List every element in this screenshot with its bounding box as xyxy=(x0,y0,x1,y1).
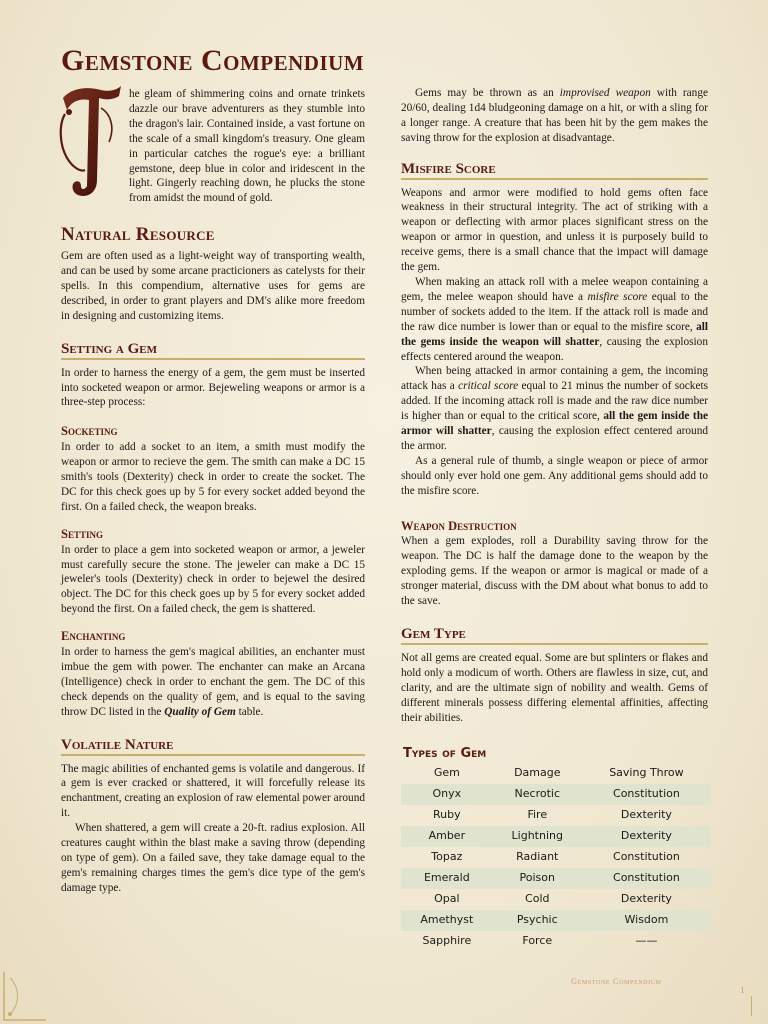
intro-paragraph: he gleam of shimmering coins and ornate trinkets dazzle our brave adventurers as they stumble into the dragon's lair. Contained inside, a vast fortune on the scale of a small kingdom's treasury. One gleam in particular catches the rogue's eye: a brilliant gemstone, deep blue in color and iridescent in the light. Gingerly reaching down, he plucks the stone from amidst the mound of gold. xyxy=(129,88,365,205)
table-cell: Amethyst xyxy=(401,910,493,931)
natural-resource-heading: Natural Resource xyxy=(61,224,215,246)
footer-divider xyxy=(751,996,752,1016)
table-row xyxy=(401,889,711,910)
table-cell: Amber xyxy=(401,826,493,847)
types-of-gem-table-title: Types of Gem xyxy=(403,746,487,762)
table-row xyxy=(401,826,711,847)
table-header: Gem xyxy=(433,766,460,780)
weapon-destruction-text: When a gem explodes, roll a Durability saving throw for the weapon. The DC is half the damage done to the weapon by the exploding gems. If the weapon or armor is magical or made of a stronger material, discuss with the DM about what bonus to add to the save. xyxy=(401,535,708,608)
misfire-p3: When being attacked in armor containing a gem, the incoming attack has a critical score equal to 21 minus the number of sockets added. If the incoming attack roll is made and the raw dice number is higher than or equal to the critical score, all the gem inside the armor will shatter, causing the explosion effect centered around the armor. xyxy=(401,365,709,452)
table-cell: Constitution xyxy=(582,868,711,889)
table-cell: Wisdom xyxy=(582,910,711,931)
page-number: 1 xyxy=(740,985,745,995)
table-row xyxy=(401,784,711,805)
enchanting-text: In order to harness the gem's magical abilities, an enchanter must imbue the gem with power. The enchanter can make an Arcana (Intelligence) check in order to enchant the gem. The DC of this check depends on the quality of gem, and is equal to the saving throw DC listed in the Quality of Gem table. xyxy=(61,646,365,718)
table-cell: Poison xyxy=(493,868,582,889)
table-cell: Dexterity xyxy=(620,891,672,905)
table-header-row xyxy=(401,764,711,784)
gem-type-text: Not all gems are created equal. Some are but splinters or flakes and hold only a modicum of worth. Others are flawless in size, cut, and clarity, and are the ultimate sign of nobility and wealth. Gems of different minerals possess differing elemental affinities, affecting their abilities. xyxy=(401,651,708,724)
misfire-p1: Weapons and armor were modified to hold gems often face weakness in their structural integrity. The act of striking with a weapon or deflecting with armor places significant stress on the weapon or armor in question, and unless it is purposely build to receive gems, there is a small chance that the impact will damage the gem. xyxy=(401,186,708,274)
table-row xyxy=(401,931,711,952)
table-cell: Necrotic xyxy=(493,784,582,805)
table-cell: Dexterity xyxy=(620,808,672,822)
table-cell: Dexterity xyxy=(582,826,711,847)
table-header: Damage xyxy=(514,766,561,780)
table-cell: Opal xyxy=(434,891,460,905)
setting-a-gem-heading: Setting a Gem xyxy=(61,342,365,360)
table-cell: —— xyxy=(635,933,658,947)
table-row xyxy=(401,847,711,868)
types-of-gem-table xyxy=(401,764,711,951)
quality-of-gem-reference: Quality of Gem xyxy=(164,705,236,718)
table-cell: Cold xyxy=(525,891,550,905)
table-cell: Constitution xyxy=(582,784,711,805)
table-row xyxy=(401,910,711,931)
weapon-destruction-heading: Weapon Destruction xyxy=(401,518,517,533)
left-column xyxy=(61,86,365,896)
table-row xyxy=(401,868,711,889)
socketing-heading: Socketing xyxy=(61,424,118,439)
setting-a-gem-text: In order to harness the energy of a gem, the gem must be inserted into socketed weapon or armor. Bejeweling weapons or armor is a three-step process: xyxy=(61,366,365,409)
gem-type-heading: Gem Type xyxy=(401,627,708,645)
dropcap-letter-t-icon xyxy=(57,84,123,200)
table-cell: Onyx xyxy=(401,784,493,805)
volatile-nature-p2: When shattered, a gem will create a 20-ft. radius explosion. All creatures caught within the blast make a saving throw (depending on type of gem). On a failed save, they take damage equal to the gem's remaining charges times the gem's dice type of the gem's damage type. xyxy=(61,822,365,894)
page-title: Gemstone Compendium xyxy=(61,44,365,77)
table-cell: Fire xyxy=(527,808,548,822)
table-row xyxy=(401,805,711,826)
table-cell: Constitution xyxy=(613,849,680,863)
enchanting-heading: Enchanting xyxy=(61,629,126,644)
misfire-score-heading: Misfire Score xyxy=(401,162,708,180)
table-header: Saving Throw xyxy=(609,766,684,780)
corner-ornament-icon xyxy=(0,968,50,1024)
table-cell: Psychic xyxy=(493,910,582,931)
volatile-nature-p1: The magic abilities of enchanted gems is volatile and dangerous. If a gem is ever cracked or shattered, it will forcefully release its enchantment, creating an explosion of raw elemental power around it. xyxy=(61,762,365,820)
volatile-nature-heading: Volatile Nature xyxy=(61,738,365,756)
natural-resource-text: Gem are often used as a light-weight way of transporting wealth, and can be used by some arcane practicioners as catelysts for their spells. In this compendium, alternative uses for gems are described, in order to grant players and DM's alike more freedom in designing and customizing items. xyxy=(61,250,365,322)
table-cell: Force xyxy=(522,933,553,947)
socketing-text: In order to add a socket to an item, a smith must modify the weapon or armor to recieve the gem. The smith can make a DC 15 smith's tools (Dexterity) check in order to create the socket. The DC for this check goes up by 5 for every socket added beyond the first. On a failed check, the weapon breaks. xyxy=(61,441,365,513)
misfire-p2: When making an attack roll with a melee weapon containing a gem, the melee weapon should have a misfire score equal to the number of sockets added to the item. If the attack roll is made and the raw dice number is lower than or equal to the misfire score, all the gems inside the weapon will shatter, causing the explosion effects centered around the weapon. xyxy=(401,275,708,363)
table-cell: Ruby xyxy=(433,808,461,822)
table-cell: Lightning xyxy=(493,826,582,847)
intro-section xyxy=(61,86,365,206)
table-cell: Emerald xyxy=(401,868,493,889)
setting-heading: Setting xyxy=(61,526,103,541)
setting-text: In order to place a gem into socketed weapon or armor, a jeweler must carefully secure the stone. The jeweler can make a DC 15 jeweler's tools (Dexterity) check in order to bejewel the desired object. The DC for this check goes up by 5 for every socket added beyond the first. On a failed check, the gem is shattered. xyxy=(61,543,365,616)
right-column xyxy=(401,86,708,952)
table-cell: Topaz xyxy=(431,849,463,863)
misfire-p4: As a general rule of thumb, a single weapon or piece of armor should only ever hold one gem. Any additional gems should add to the misfire score. xyxy=(401,454,708,497)
running-footer: Gemstone Compendium xyxy=(571,976,662,986)
table-cell: Radiant xyxy=(516,849,559,863)
table-cell: Sapphire xyxy=(422,933,472,947)
thrown-gems-text: Gems may be thrown as an improvised weapon with range 20/60, dealing 1d4 bludgeoning damage on a hit, or with a sling for a longer range. A creature that has been hit by the gem makes the saving throw for the explosion at disadvantage. xyxy=(401,87,708,144)
